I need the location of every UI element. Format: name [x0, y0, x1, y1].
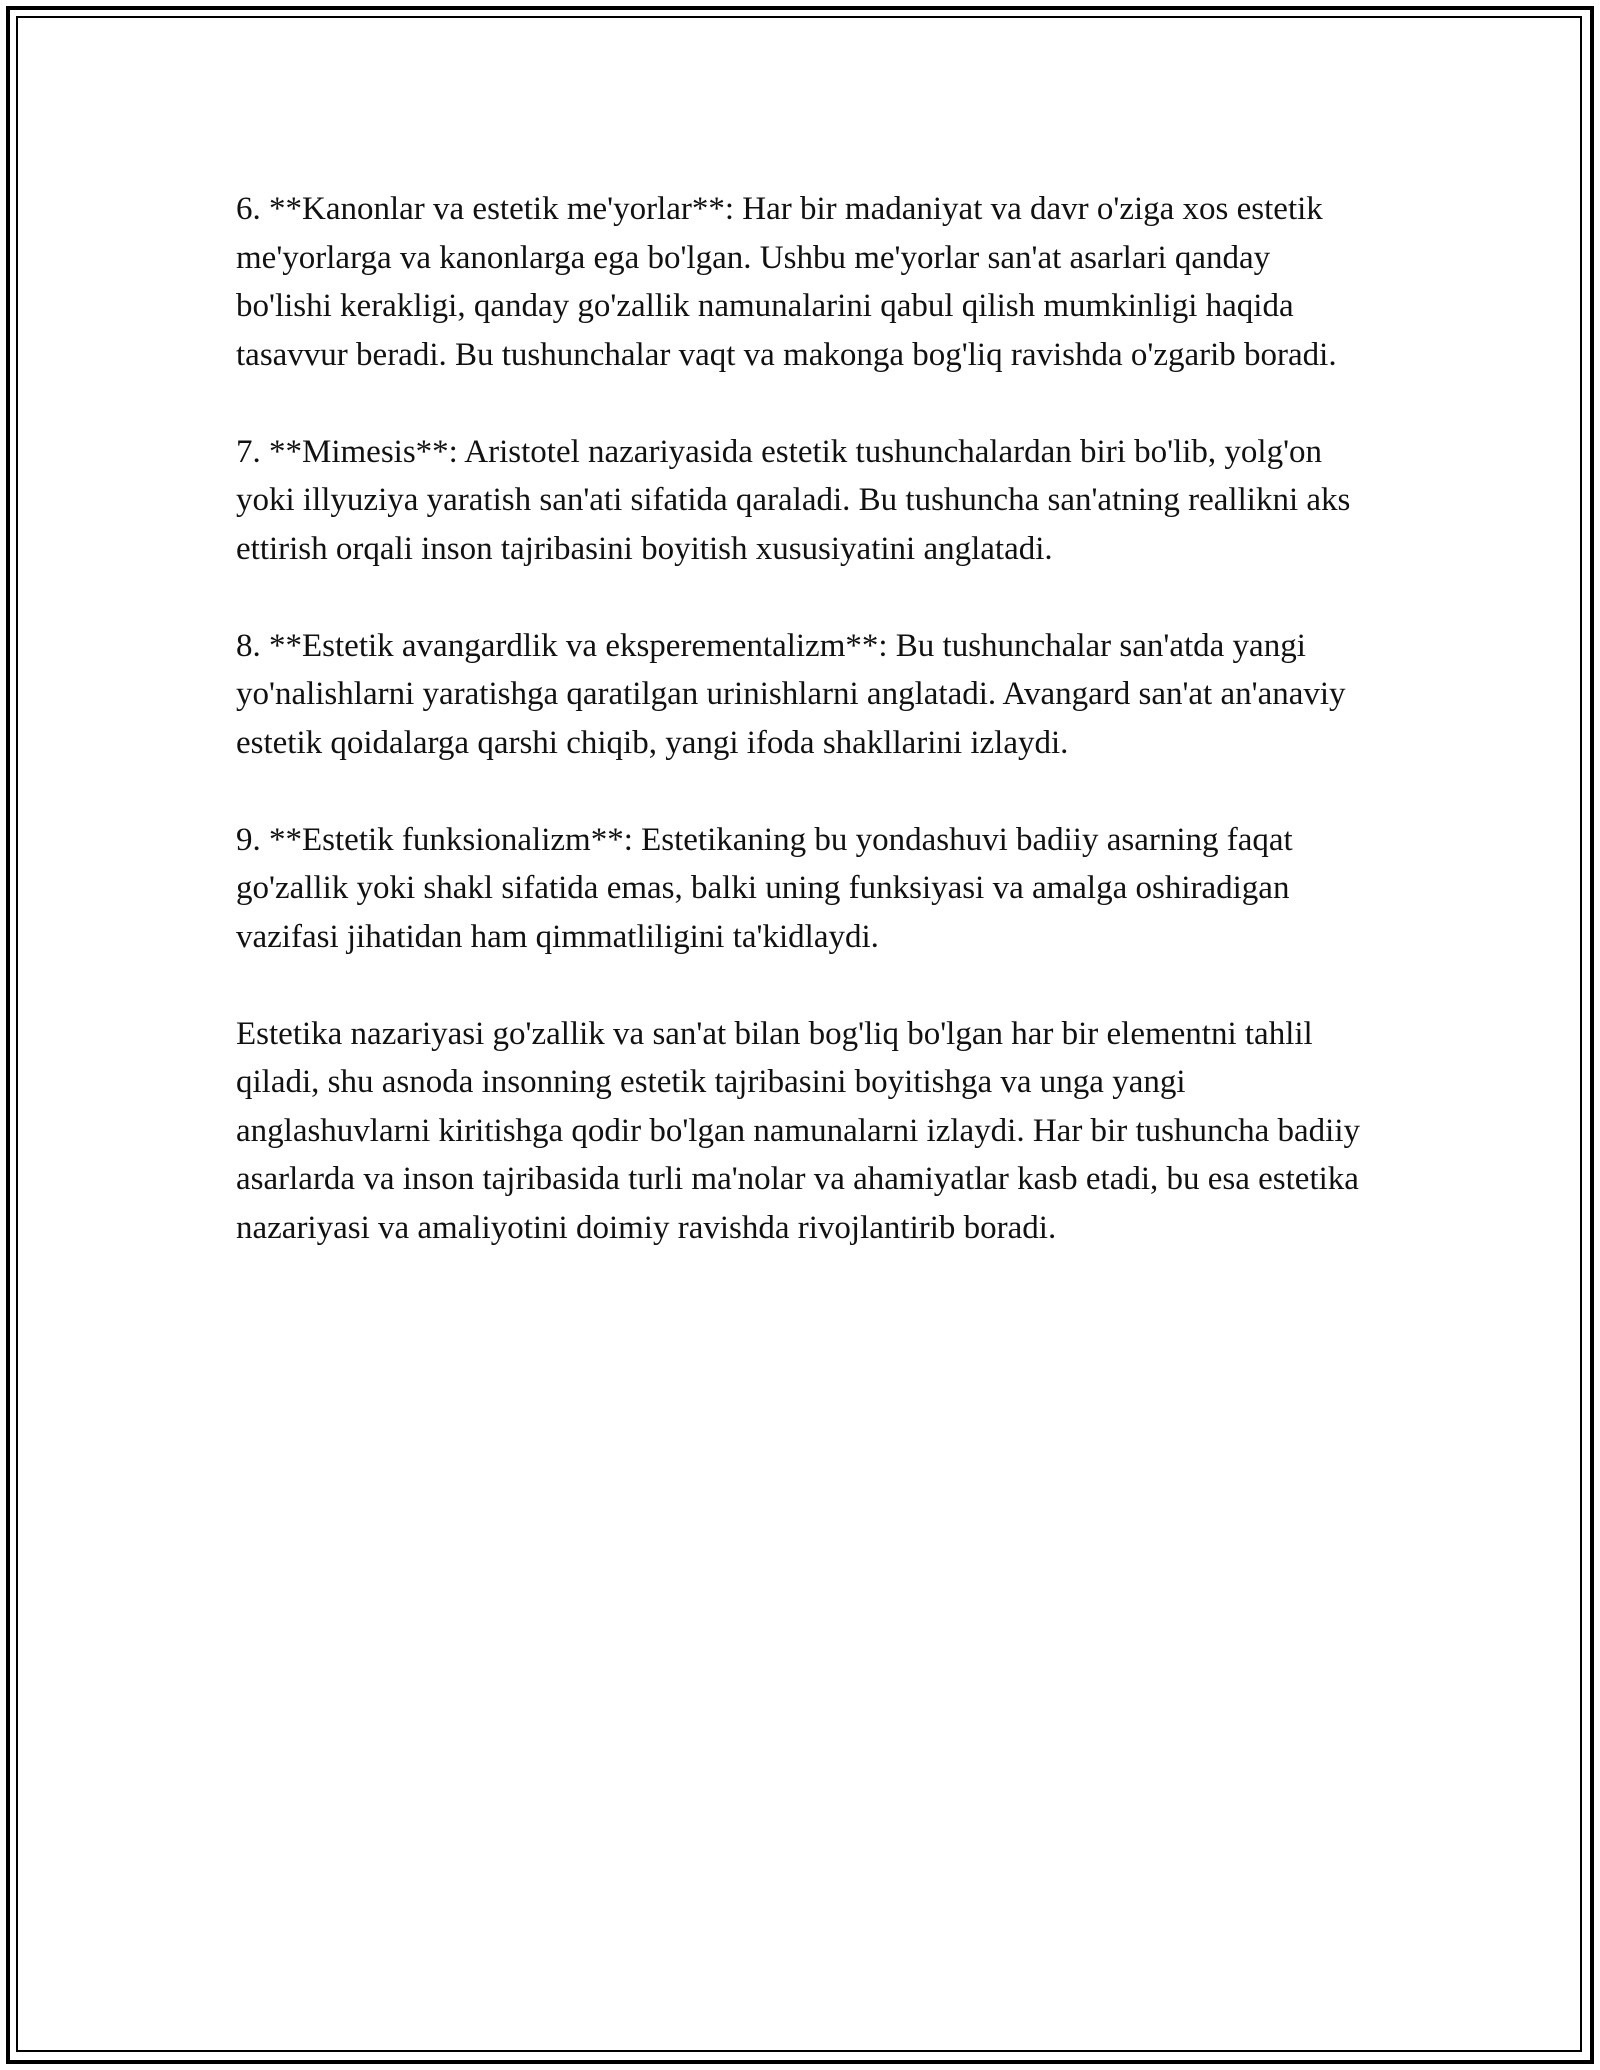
document-body: [236, 185, 1366, 1301]
paragraph-avangardlik: 8. **Estetik avangardlik va eksperementalizm**: Bu tushunchalar san'atda yangi yo'nalishlarni yaratishga qaratilgan urinishlarni anglatadi. Avangard san'at an'anaviy estetik qoidalarga qarshi chiqib, yangi ifoda shakllarini izlaydi.: [236, 627, 1346, 761]
paragraph-mimesis: 7. **Mimesis**: Aristotel nazariyasida estetik tushunchalardan biri bo'lib, yolg'on yoki illyuziya yaratish san'ati sifatida qaraladi. Bu tushuncha san'atning reallikni aks ettirish orqali inson tajribasini boyitish xususiyatini anglatadi.: [236, 433, 1351, 567]
paragraph-funksionalizm: 9. **Estetik funksionalizm**: Estetikaning bu yondashuvi badiiy asarning faqat go'zallik yoki shakl sifatida emas, balki uning funksiyasi va amalga oshiradigan vazifasi jihatidan ham qimmatliligini ta'kidlaydi.: [236, 821, 1293, 955]
paragraph-kanonlar: 6. **Kanonlar va estetik me'yorlar**: Har bir madaniyat va davr o'ziga xos estetik me'yorlarga va kanonlarga ega bo'lgan. Ushbu me'yorlar san'at asarlari qanday bo'lishi kerakligi, qanday go'zallik namunalarini qabul qilish mumkinligi haqida tasavvur beradi. Bu tushunchalar vaqt va makonga bog'liq ravishda o'zgarib boradi.: [236, 191, 1337, 373]
paragraph-conclusion: Estetika nazariyasi go'zallik va san'at bilan bog'liq bo'lgan har bir elementni tahlil qiladi, shu asnoda insonning estetik tajribasini boyitishga va unga yangi anglashuvlarni kiritishga qodir bo'lgan namunalarni izlaydi. Har bir tushuncha badiiy asarlarda va inson tajribasida turli ma'nolar va ahamiyatlar kasb etadi, bu esa estetika nazariyasi va amaliyotini doimiy ravishda rivojlantirib boradi.: [236, 1015, 1360, 1246]
